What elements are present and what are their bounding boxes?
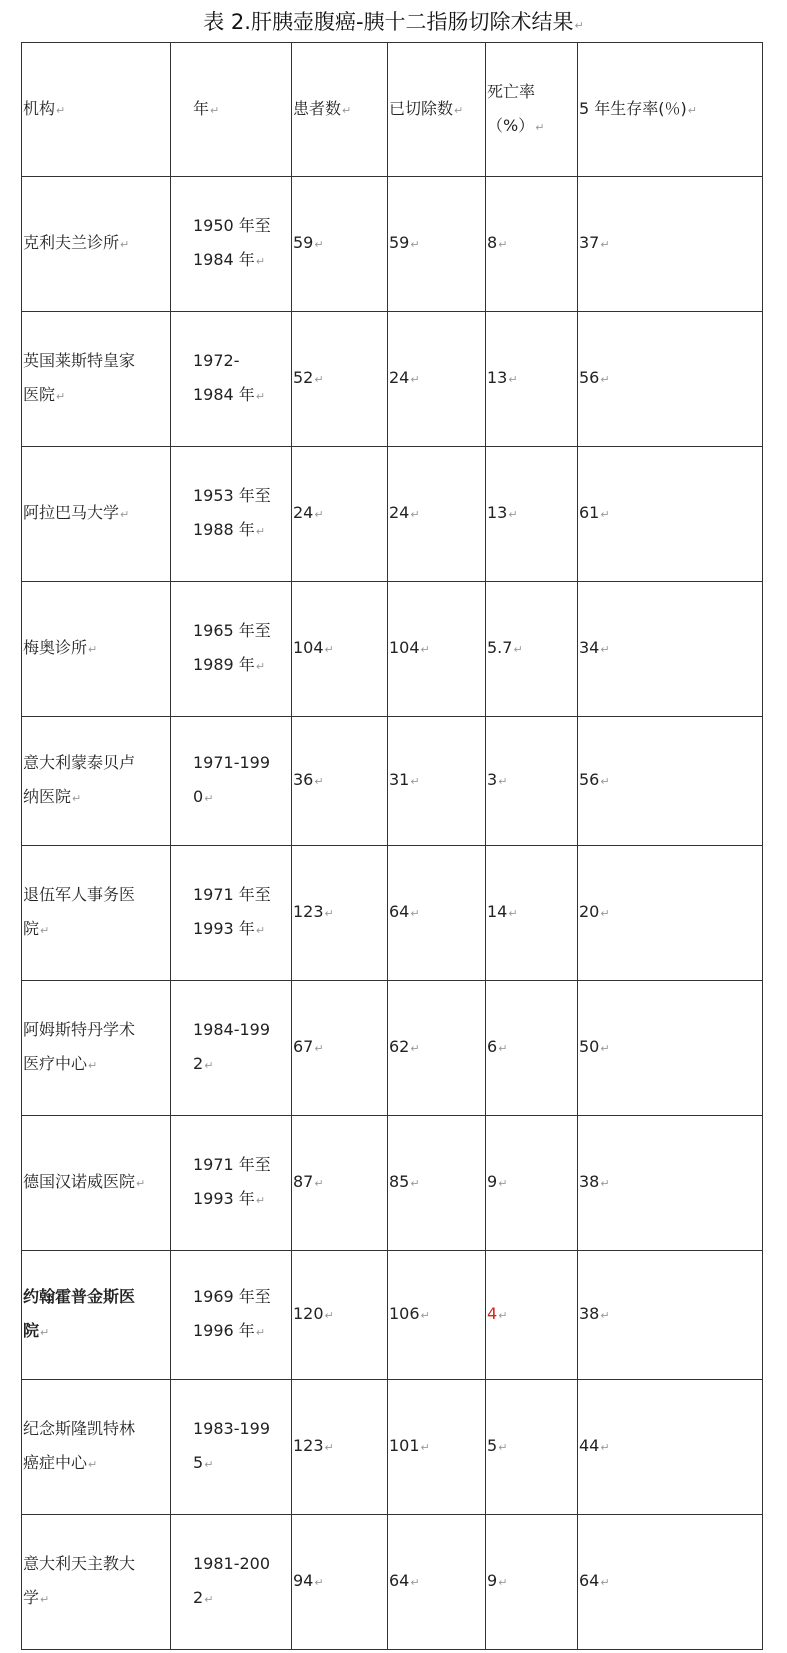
table-row: [22, 1251, 763, 1380]
institution-cell: 意大利蒙泰贝卢 纳医院↵: [22, 717, 171, 846]
mortality-cell: 5.7↵: [486, 582, 578, 717]
survival-cell: 38↵: [578, 1251, 763, 1380]
mortality-cell: 9↵: [486, 1116, 578, 1251]
resected-cell: 106↵: [388, 1251, 486, 1380]
survival-cell: 37↵: [578, 177, 763, 312]
mortality-cell: 9↵: [486, 1515, 578, 1650]
resected-cell: 24↵: [388, 447, 486, 582]
institution-cell: 意大利天主教大 学↵: [22, 1515, 171, 1650]
institution-cell: 约翰霍普金斯医 院↵: [22, 1251, 171, 1380]
mortality-cell: 13↵: [486, 312, 578, 447]
table-row: [22, 312, 763, 447]
survival-cell: 44↵: [578, 1380, 763, 1515]
patients-cell: 36↵: [292, 717, 388, 846]
institution-cell: 克利夫兰诊所↵: [22, 177, 171, 312]
patients-cell: 120↵: [292, 1251, 388, 1380]
table-title: 表 2.肝胰壶腹癌-胰十二指肠切除术结果↵: [203, 10, 584, 34]
institution-cell: 德国汉诺威医院↵: [22, 1116, 171, 1251]
table-row: [22, 1515, 763, 1650]
year-cell: 1950 年至 1984 年↵: [171, 177, 292, 312]
table-row: [22, 1116, 763, 1251]
resected-cell: 104↵: [388, 582, 486, 717]
year-cell: 1971 年至 1993 年↵: [171, 1116, 292, 1251]
header-resected: 已切除数↵: [388, 43, 486, 177]
survival-cell: 50↵: [578, 981, 763, 1116]
institution-cell: 梅奥诊所↵: [22, 582, 171, 717]
survival-cell: 38↵: [578, 1116, 763, 1251]
survival-cell: 56↵: [578, 312, 763, 447]
patients-cell: 123↵: [292, 1380, 388, 1515]
institution-cell: 退伍军人事务医 院↵: [22, 846, 171, 981]
year-cell: 1983-199 5↵: [171, 1380, 292, 1515]
patients-cell: 123↵: [292, 846, 388, 981]
mortality-cell: 14↵: [486, 846, 578, 981]
resected-cell: 85↵: [388, 1116, 486, 1251]
table-row: [22, 177, 763, 312]
patients-cell: 52↵: [292, 312, 388, 447]
year-cell: 1971 年至 1993 年↵: [171, 846, 292, 981]
header-mortality: 死亡率 （%）↵: [486, 43, 578, 177]
patients-cell: 104↵: [292, 582, 388, 717]
survival-cell: 61↵: [578, 447, 763, 582]
resected-cell: 24↵: [388, 312, 486, 447]
patients-cell: 24↵: [292, 447, 388, 582]
resected-cell: 59↵: [388, 177, 486, 312]
mortality-cell: 6↵: [486, 981, 578, 1116]
mortality-cell: 3↵: [486, 717, 578, 846]
resected-cell: 64↵: [388, 846, 486, 981]
patients-cell: 59↵: [292, 177, 388, 312]
institution-cell: 英国莱斯特皇家 医院↵: [22, 312, 171, 447]
survival-cell: 34↵: [578, 582, 763, 717]
mortality-cell: 13↵: [486, 447, 578, 582]
mortality-cell: 8↵: [486, 177, 578, 312]
header-institution: 机构↵: [22, 43, 171, 177]
results-table: [21, 42, 763, 1650]
mortality-cell: 5↵: [486, 1380, 578, 1515]
mortality-cell: 4↵: [486, 1251, 578, 1380]
survival-cell: 56↵: [578, 717, 763, 846]
resected-cell: 31↵: [388, 717, 486, 846]
patients-cell: 94↵: [292, 1515, 388, 1650]
institution-cell: 阿拉巴马大学↵: [22, 447, 171, 582]
year-cell: 1953 年至 1988 年↵: [171, 447, 292, 582]
resected-cell: 62↵: [388, 981, 486, 1116]
table-row: [22, 981, 763, 1116]
survival-cell: 20↵: [578, 846, 763, 981]
table-row: [22, 717, 763, 846]
year-cell: 1969 年至 1996 年↵: [171, 1251, 292, 1380]
year-cell: 1971-199 0↵: [171, 717, 292, 846]
institution-cell: 纪念斯隆凯特林 癌症中心↵: [22, 1380, 171, 1515]
header-patients: 患者数↵: [292, 43, 388, 177]
header-row: [22, 43, 763, 177]
patients-cell: 87↵: [292, 1116, 388, 1251]
table-row: [22, 1380, 763, 1515]
resected-cell: 101↵: [388, 1380, 486, 1515]
survival-cell: 64↵: [578, 1515, 763, 1650]
header-year: 年↵: [171, 43, 292, 177]
table-row: [22, 447, 763, 582]
header-survival: 5 年生存率(％)↵: [578, 43, 763, 177]
year-cell: 1981-200 2↵: [171, 1515, 292, 1650]
resected-cell: 64↵: [388, 1515, 486, 1650]
institution-cell: 阿姆斯特丹学术 医疗中心↵: [22, 981, 171, 1116]
table-row: [22, 582, 763, 717]
year-cell: 1984-199 2↵: [171, 981, 292, 1116]
patients-cell: 67↵: [292, 981, 388, 1116]
table-row: [22, 846, 763, 981]
year-cell: 1965 年至 1989 年↵: [171, 582, 292, 717]
year-cell: 1972- 1984 年↵: [171, 312, 292, 447]
